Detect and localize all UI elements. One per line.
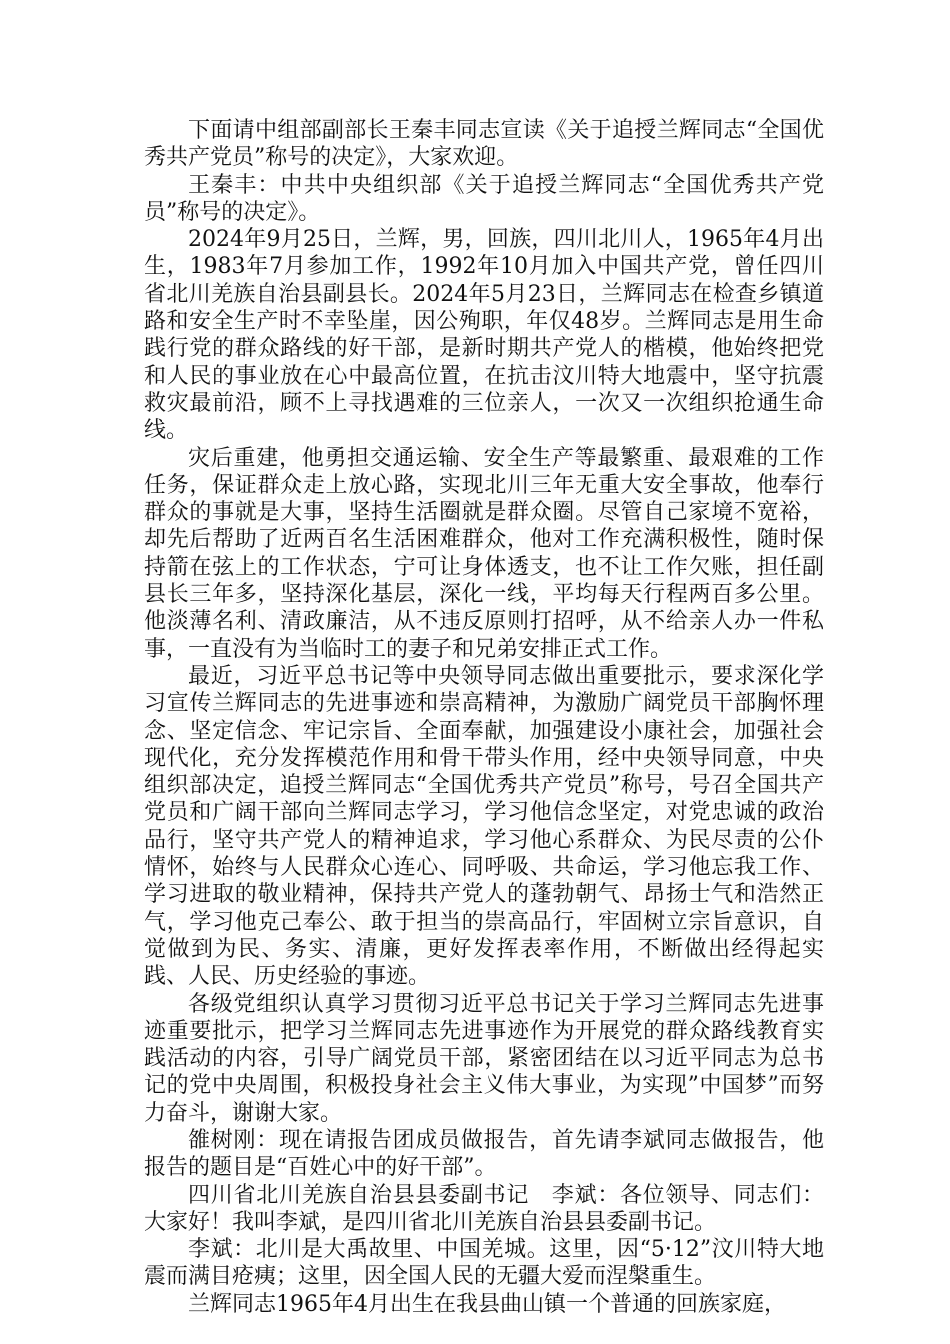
- paragraph-1: 下面请中组部副部长王秦丰同志宣读《关于追授兰辉同志“全国优秀共产党员”称号的决定》，大家欢迎。: [144, 118, 824, 171]
- paragraph-2: 王秦丰：中共中央组织部《关于追授兰辉同志“全国优秀共产党员”称号的决定》。: [144, 172, 824, 225]
- paragraph-10: 兰辉同志1965年4月出生在我县曲山镇一个普通的回族家庭，: [188, 1291, 786, 1317]
- paragraph-5: 最近，习近平总书记等中央领导同志做出重要批示，要求深化学习宣传兰辉同志的先进事迹和崇高精神，为激励广阔党员干部胸怀理念、坚定信念、牢记宗旨、全面奉献，加强建设小康社会，加强社会现代化，充分发挥模范作用和骨干带头作用，经中央领导同意，中央组织部决定，追授兰辉同志“全国优秀共产党员”称号，号召全国共产党员和广阔干部向兰辉同志学习，学习他信念坚定，对党忠诚的政治品行，坚守共产党人的精神追求，学习他心系群众、为民尽责的公仆情怀，始终与人民群众心连心、同呼吸、共命运，学习他忘我工作、学习进取的敬业精神，保持共产党人的蓬勃朝气、昂扬士气和浩然正气，学习他克己奉公、敢于担当的崇高品行，牢固树立宗旨意识，自觉做到为民、务实、清廉，更好发挥表率作用，不断做出经得起实践、人民、历史经验的事迹。: [144, 663, 824, 990]
- paragraph-8: 四川省北川羌族自治县县委副书记 李斌：各位领导、同志们：大家好！我叫李斌，是四川省北川羌族自治县县委副书记。: [144, 1182, 824, 1235]
- paragraph-9: 李斌：北川是大禹故里、中国羌城。这里，因“5·12”汶川特大地震而满目疮痍；这里，因全国人民的无疆大爱而涅槃重生。: [144, 1237, 824, 1290]
- paragraph-3: 2024年9月25日，兰辉，男，回族，四川北川人，1965年4月出生，1983年7月参加工作，1992年10月加入中国共产党，曾任四川省北川羌族自治县副县长。2024年5月23日，兰辉同志在检查乡镇道路和安全生产时不幸坠崖，因公殉职，年仅48岁。兰辉同志是用生命践行党的群众路线的好干部，是新时期共产党人的楷模，他始终把党和人民的事业放在心中最高位置，在抗击汶川特大地震中，坚守抗震救灾最前沿，顾不上寻找遇难的三位亲人，一次又一次组织抢通生命线。: [144, 227, 824, 444]
- document-body: [144, 117, 824, 1318]
- paragraph-4: 灾后重建，他勇担交通运输、安全生产等最繁重、最艰难的工作任务，保证群众走上放心路，实现北川三年无重大安全事故，他奉行群众的事就是大事，坚持生活圈就是群众圈。尽管自己家境不宽裕，却先后帮助了近两百名生活困难群众，他对工作充满积极性，随时保持箭在弦上的工作状态，宁可让身体透支，也不让工作欠账，担任副县长三年多，坚持深化基层，深化一线，平均每天行程两百多公里。他淡薄名利、清政廉洁，从不违反原则打招呼，从不给亲人办一件私事，一直没有为当临时工的妻子和兄弟安排正式工作。: [144, 445, 824, 662]
- paragraph-6: 各级党组织认真学习贯彻习近平总书记关于学习兰辉同志先进事迹重要批示，把学习兰辉同志先进事迹作为开展党的群众路线教育实践活动的内容，引导广阔党员干部，紧密团结在以习近平同志为总书记的党中央周围，积极投身社会主义伟大事业，为实现”中国梦”而努力奋斗，谢谢大家。: [144, 991, 824, 1126]
- paragraph-7: 雒树刚：现在请报告团成员做报告，首先请李斌同志做报告，他报告的题目是“百姓心中的好干部”。: [144, 1127, 824, 1181]
